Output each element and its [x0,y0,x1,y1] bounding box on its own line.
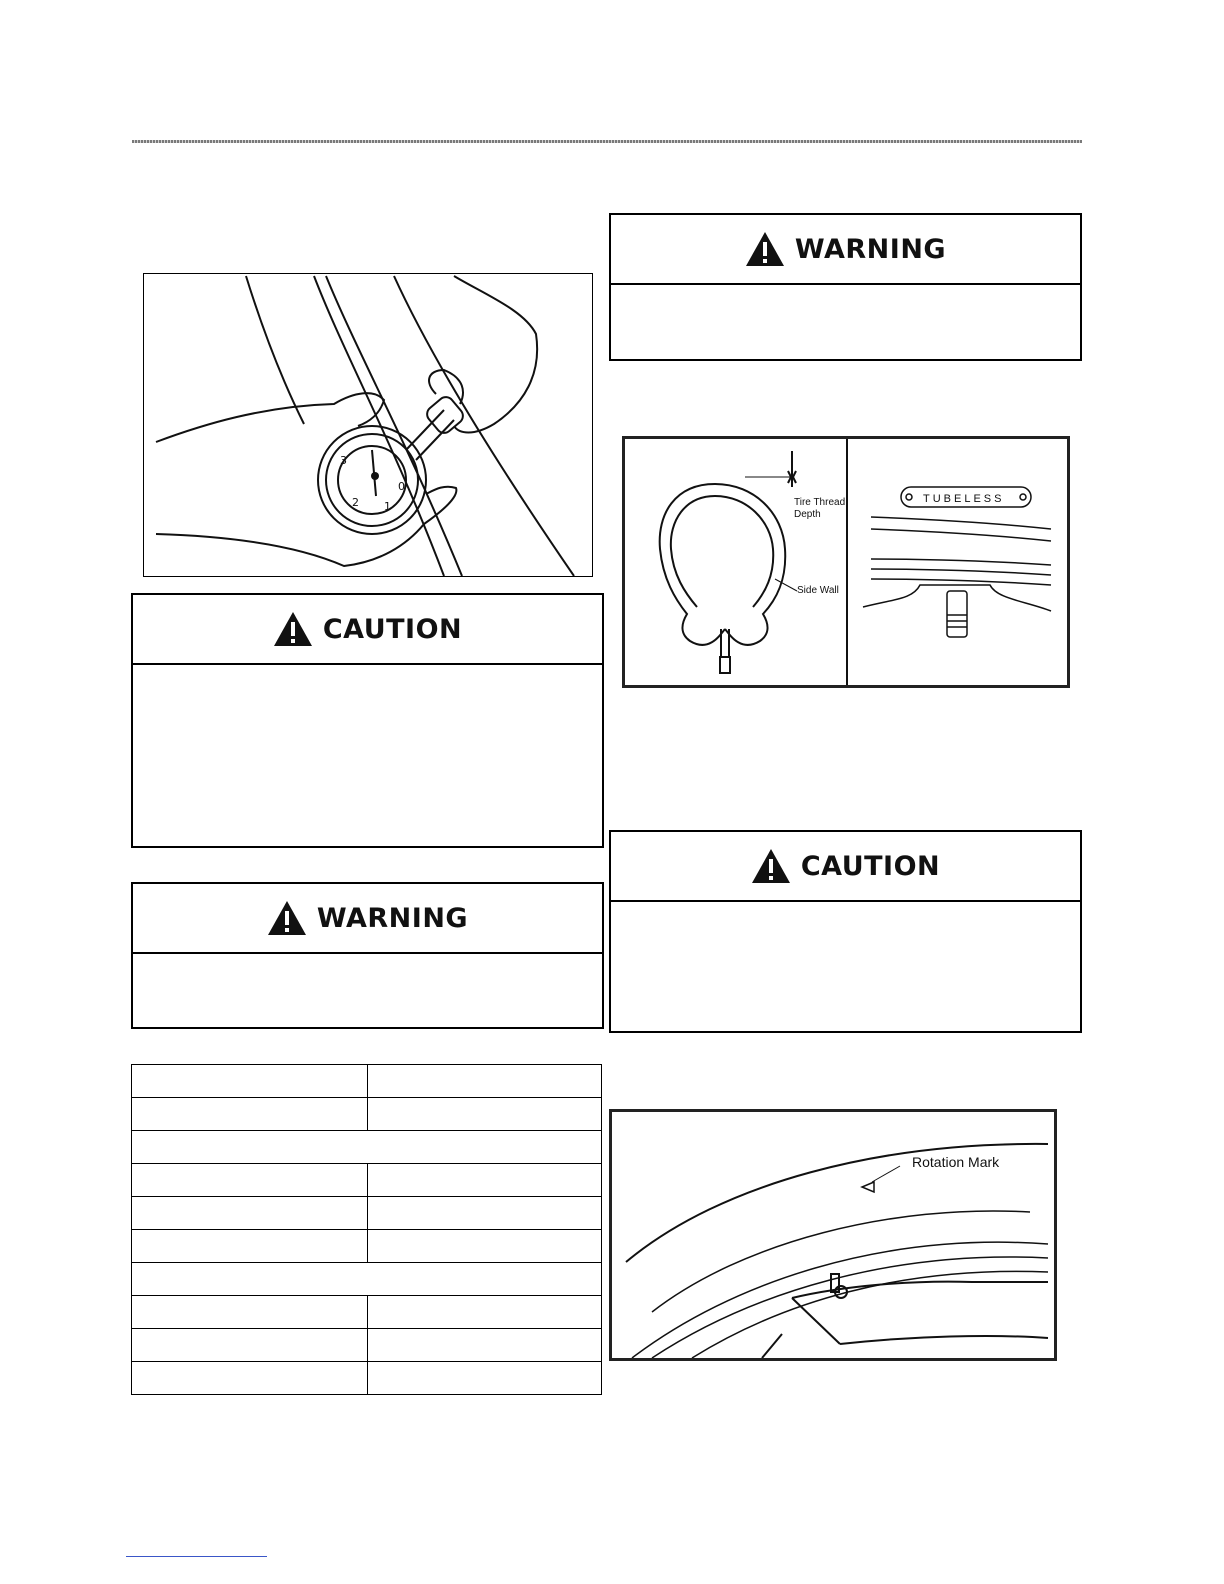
table-cell [132,1197,368,1230]
warning-title: WARNING [316,902,469,934]
caution-box-right [609,830,1082,1033]
table-row [132,1230,602,1263]
tire-depth-label: Depth [794,509,821,520]
table-cell [368,1329,602,1362]
caution-box-right-header [611,832,1080,902]
footer-link-underline [126,1556,267,1557]
table-cell [132,1230,368,1263]
caution-title: CAUTION [322,613,463,645]
warning-box-left [131,882,604,1029]
table-row [132,1164,602,1197]
side-wall-label: Side Wall [797,585,839,596]
table-section-row [132,1263,602,1296]
warning-box-right [609,213,1082,361]
caution-triangle-icon [751,848,791,884]
warning-title: WARNING [794,233,947,265]
tire-pressure-gauge-figure [143,273,593,577]
caution-title: CAUTION [800,850,941,882]
table-cell [132,1164,368,1197]
tire-section-illustration [625,439,1067,685]
rotation-mark-label: Rotation Mark [912,1154,1000,1170]
table-row [132,1263,602,1296]
table-cell [368,1164,602,1197]
table-row [132,1098,602,1131]
gauge-dial-label-3: 3 [340,454,347,467]
table-cell [368,1362,602,1395]
gauge-dial-label-0: 0 [398,480,405,493]
table-cell [368,1296,602,1329]
table-row [132,1329,602,1362]
warning-box-right-header [611,215,1080,285]
rotation-mark-illustration [612,1112,1054,1358]
table-row [132,1362,602,1395]
table-cell [368,1098,602,1131]
warning-triangle-icon [745,231,785,267]
tire-spec-table [131,1064,602,1395]
caution-box-left [131,593,604,848]
tubeless-mark: TUBELESS [923,493,1005,505]
table-cell [132,1362,368,1395]
table-cell [132,1296,368,1329]
caution-box-left-header [133,595,602,665]
gauge-dial-label-1: 1 [384,500,391,513]
warning-triangle-icon [267,900,307,936]
header-dotted-rule [132,140,1082,143]
table-cell [132,1065,368,1098]
table-row [132,1065,602,1098]
tire-section-figure [622,436,1070,688]
table-cell [132,1329,368,1362]
caution-triangle-icon [273,611,313,647]
table-cell [368,1197,602,1230]
table-cell [368,1230,602,1263]
tire-thread-label: Tire Thread [794,497,846,508]
table-cell [368,1065,602,1098]
table-row [132,1197,602,1230]
rotation-mark-figure [609,1109,1057,1361]
table-row [132,1296,602,1329]
table-row [132,1131,602,1164]
table-section-row [132,1131,602,1164]
warning-box-left-header [133,884,602,954]
table-cell [132,1098,368,1131]
gauge-dial-label-2: 2 [352,496,359,509]
pressure-gauge-illustration [144,274,592,576]
